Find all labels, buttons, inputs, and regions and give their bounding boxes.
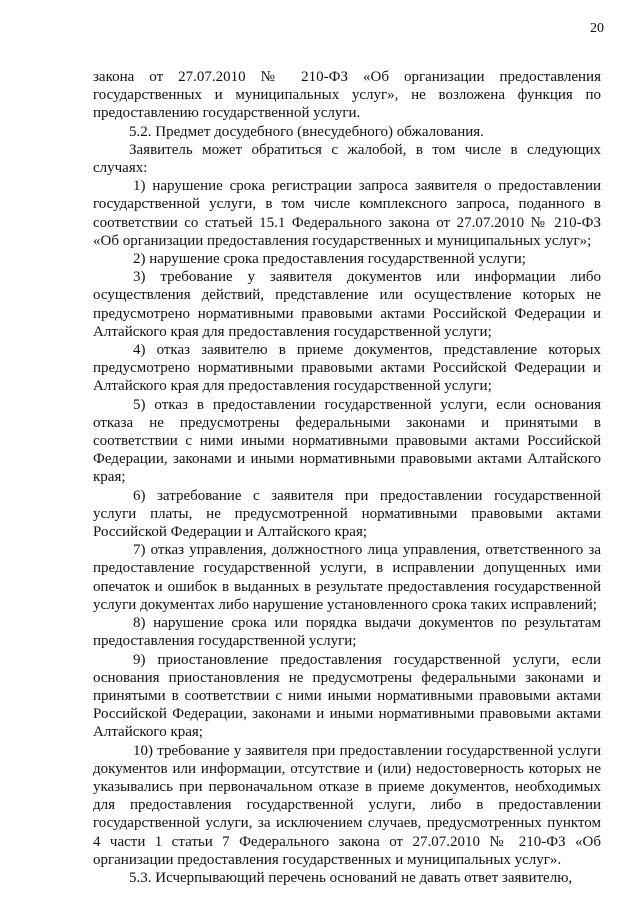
page-number: 20 [590, 21, 604, 36]
intro-paragraph: Заявитель может обратиться с жалобой, в том числе в следующих случаях: [93, 141, 601, 177]
list-item-10: 10) требование у заявителя при предоставлении государственной услуги документов или информации, отсутствие и (или) недостоверность которых не указывались при первоначальном отказе в приеме документов, необходимых для предоставления государственной услуги, либо в предоставлении государственной услуги, за исключением случаев, предусмотренных пунктом 4 части 1 статьи 7 Федерального закона от 27.07.2010 № 210-ФЗ «Об организации предоставления государственных и муниципальных услуг». [93, 742, 601, 868]
list-item-9: 9) приостановление предоставления государственной услуги, если основания приостановления не предусмотрены федеральными законами и принятыми в соответствии с ними иными нормативными правовыми актами Российской Федерации, законами и иными нормативными правовыми актами Алтайского края; [93, 651, 601, 741]
list-item-1: 1) нарушение срока регистрации запроса заявителя о предоставлении государственной услуги, в том числе комплексного запроса, поданного в соответствии со статьей 15.1 Федерального закона от 27.07.2010 № 210-ФЗ «Об организации предоставления государственных и муниципальных услуг»; [93, 178, 601, 249]
list-item-3: 3) требование у заявителя документов или информации либо осуществления действий, представление или осуществление которых не предусмотрено нормативными правовыми актами Российской Федерации и Алтайского края для предоставления государственной услуги; [93, 269, 601, 340]
list-item-8: 8) нарушение срока или порядка выдачи документов по результатам предоставления государственной услуги; [93, 615, 601, 650]
list-item-2: 2) нарушение срока предоставления государственной услуги; [133, 251, 526, 268]
paragraph-continuation: закона от 27.07.2010 № 210-ФЗ «Об организации предоставления государственных и муниципальных услуг», не возложена функция по предоставлению государственной услуги. [93, 69, 601, 122]
list-item-5: 5) отказ в предоставлении государственной услуги, если основания отказа не предусмотрены федеральными законами и принятыми в соответствии с ними иными нормативными правовыми актами Российской Федерации, законами и иными нормативными правовыми актами Алтайского края; [93, 396, 601, 486]
document-body [93, 68, 601, 887]
section-5-2-heading: 5.2. Предмет досудебного (внесудебного) обжалования. [129, 123, 484, 140]
section-5-3-heading: 5.3. Исчерпывающий перечень оснований не давать ответ заявителю, [129, 869, 573, 886]
list-item-4: 4) отказ заявителю в приеме документов, представление которых предусмотрено нормативными правовыми актами Российской Федерации и Алтайского края для предоставления государственной услуги; [93, 342, 601, 395]
list-item-7: 7) отказ управления, должностного лица управления, ответственного за предоставление государственной услуги, в исправлении допущенных ими опечаток и ошибок в выданных в результате предоставления государственной услуги документах либо нарушение установленного срока таких исправлений; [93, 542, 601, 613]
list-item-6: 6) затребование с заявителя при предоставлении государственной услуги платы, не предусмотренной нормативными правовыми актами Российской Федерации и Алтайского края; [93, 487, 601, 541]
